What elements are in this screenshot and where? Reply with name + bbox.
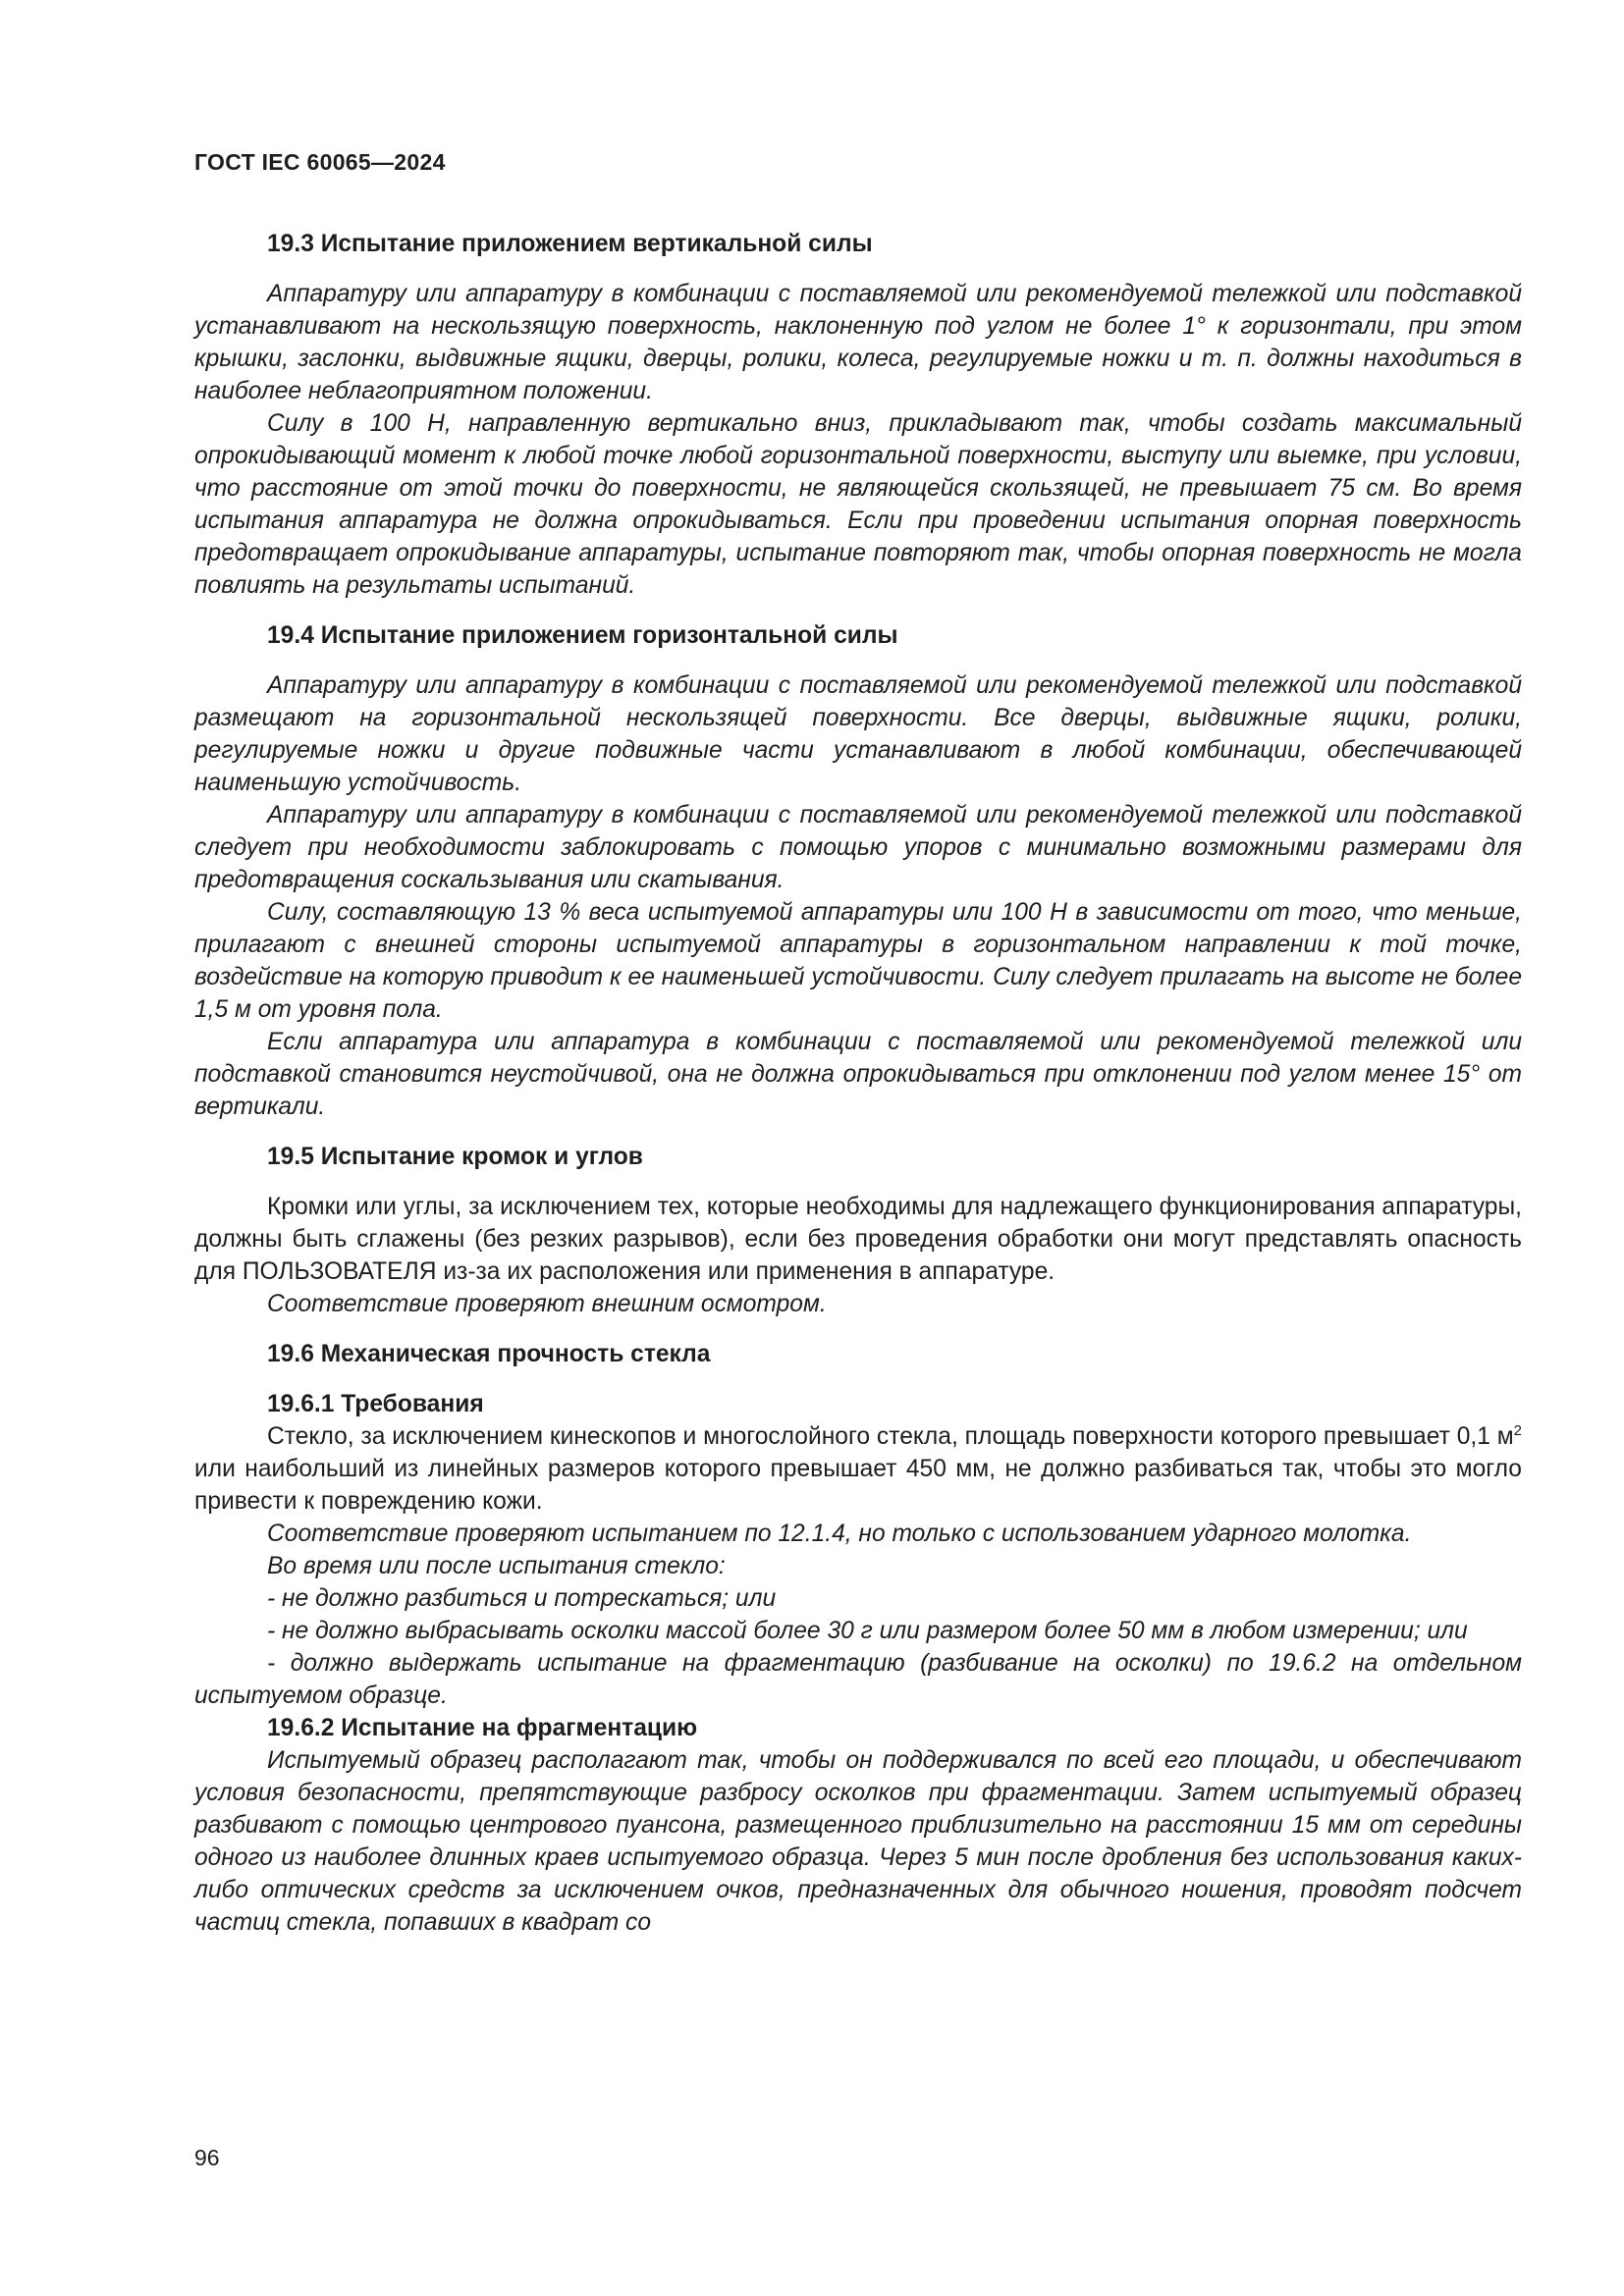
list-item: - не должно выбрасывать осколки массой более 30 г или размером более 50 мм в любом измерении; или [267, 1618, 1468, 1644]
page-number: 96 [194, 2145, 220, 2170]
section-19-5-paragraph-2: Соответствие проверяют внешним осмотром. [267, 1291, 827, 1317]
document-body [194, 228, 1522, 1939]
section-19-5-paragraph-1: Кромки или углы, за исключением тех, которые необходимы для надлежащего функционирования аппаратуры, должны быть сглажены (без резких разрывов), если без проведения обработки они могут представлять опасность для ПОЛЬЗОВАТЕЛЯ из-за их расположения или применения в аппаратуре. [194, 1194, 1522, 1285]
section-19-4-heading: 19.4 Испытание приложением горизонтальной силы [267, 622, 898, 649]
section-19-6-1-paragraph-1 [194, 1420, 1522, 1518]
section-19-3-heading: 19.3 Испытание приложением вертикальной силы [267, 231, 873, 257]
section-19-5-heading: 19.5 Испытание кромок и углов [267, 1144, 643, 1170]
section-19-4-paragraph-3: Силу, составляющую 13 % веса испытуемой аппаратуры или 100 Н в зависимости от того, что меньше, прилагают с внешней стороны испытуемой аппаратуры в горизонтальном направлении к той точке, воздействие на которую приводит к ее наименьшей устойчивости. Силу следует прилагать на высоте не более 1,5 м от уровня пола. [194, 899, 1522, 1023]
list-item: - не должно разбиться и потрескаться; или [267, 1585, 777, 1612]
section-19-6-heading: 19.6 Механическая прочность стекла [267, 1341, 711, 1367]
section-19-6-1-heading: 19.6.1 Требования [267, 1391, 484, 1417]
document-header: ГОСТ IEC 60065—2024 [194, 149, 446, 175]
section-19-4-paragraph-2: Аппаратуру или аппаратуру в комбинации с поставляемой или рекомендуемой тележкой или подставкой следует при необходимости заблокировать с помощью упоров с минимально возможными размерами для предотвращения соскальзывания или скатывания. [194, 802, 1522, 893]
section-19-4-paragraph-1: Аппаратуру или аппаратуру в комбинации с поставляемой или рекомендуемой тележкой или подставкой размещают на горизонтальной нескользящей поверхности. Все дверцы, выдвижные ящики, ролики, регулируемые ножки и другие подвижные части устанавливают в любой комбинации, обеспечивающей наименьшую устойчивость. [194, 672, 1522, 796]
section-19-6-1-paragraph-3: Во время или после испытания стекло: [267, 1553, 726, 1579]
s1-p1-text-b: или наибольший из линейных размеров которого превышает 450 мм, не должно разбиваться так, чтобы это могло привести к повреждению кожи. [194, 1456, 1522, 1515]
section-19-6-2-paragraph-1: Испытуемый образец располагают так, чтобы он поддерживался по всей его площади, и обеспечивают условия безопасности, препятствующие разбросу осколков при фрагментации. Затем испытуемый образец разбивают с помощью центрового пуансона, размещенного приблизительно на расстоянии 15 мм от середины одного из наиболее длинных краев испытуемого образца. Через 5 мин после дробления без использования каких-либо оптических средств за исключением очков, предназначенных для обычного ношения, проводят подсчет частиц стекла, попавших в квадрат со [194, 1747, 1522, 1936]
section-19-3-paragraph-2: Силу в 100 Н, направленную вертикально вниз, прикладывают так, чтобы создать максимальный опрокидывающий момент к любой точке любой горизонтальной поверхности, выступу или выемке, при условии, что расстояние от этой точки до поверхности, не являющейся скользящей, не превышает 75 см. Во время испытания аппаратура не должна опрокидываться. Если при проведении испытания опорная поверхность предотвращает опрокидывание аппаратуры, испытание повторяют так, чтобы опорная поверхность не могла повлиять на результаты испытаний. [194, 410, 1522, 599]
s1-p1-text-a: Стекло, за исключением кинескопов и многослойного стекла, площадь поверхности которого превышает 0,1 м [267, 1423, 1514, 1450]
section-19-3-paragraph-1: Аппаратуру или аппаратуру в комбинации с поставляемой или рекомендуемой тележкой или подставкой устанавливают на нескользящую поверхность, наклоненную под углом не более 1° к горизонтали, при этом крышки, заслонки, выдвижные ящики, дверцы, ролики, колеса, регулируемые ножки и т. п. должны находиться в наиболее неблагоприятном положении. [194, 281, 1522, 404]
section-19-6-1-paragraph-2: Соответствие проверяют испытанием по 12.1.4, но только с использованием ударного молотка. [267, 1521, 1412, 1547]
list-item: - должно выдержать испытание на фрагментацию (разбивание на осколки) по 19.6.2 на отдельном испытуемом образце. [194, 1650, 1522, 1709]
section-19-4-paragraph-4: Если аппаратура или аппаратура в комбинации с поставляемой или рекомендуемой тележкой или подставкой становится неустойчивой, она не должна опрокидываться при отклонении под углом менее 15° от вертикали. [194, 1029, 1522, 1120]
section-19-6-2-heading: 19.6.2 Испытание на фрагментацию [267, 1715, 698, 1741]
superscript-2: 2 [1513, 1422, 1522, 1439]
